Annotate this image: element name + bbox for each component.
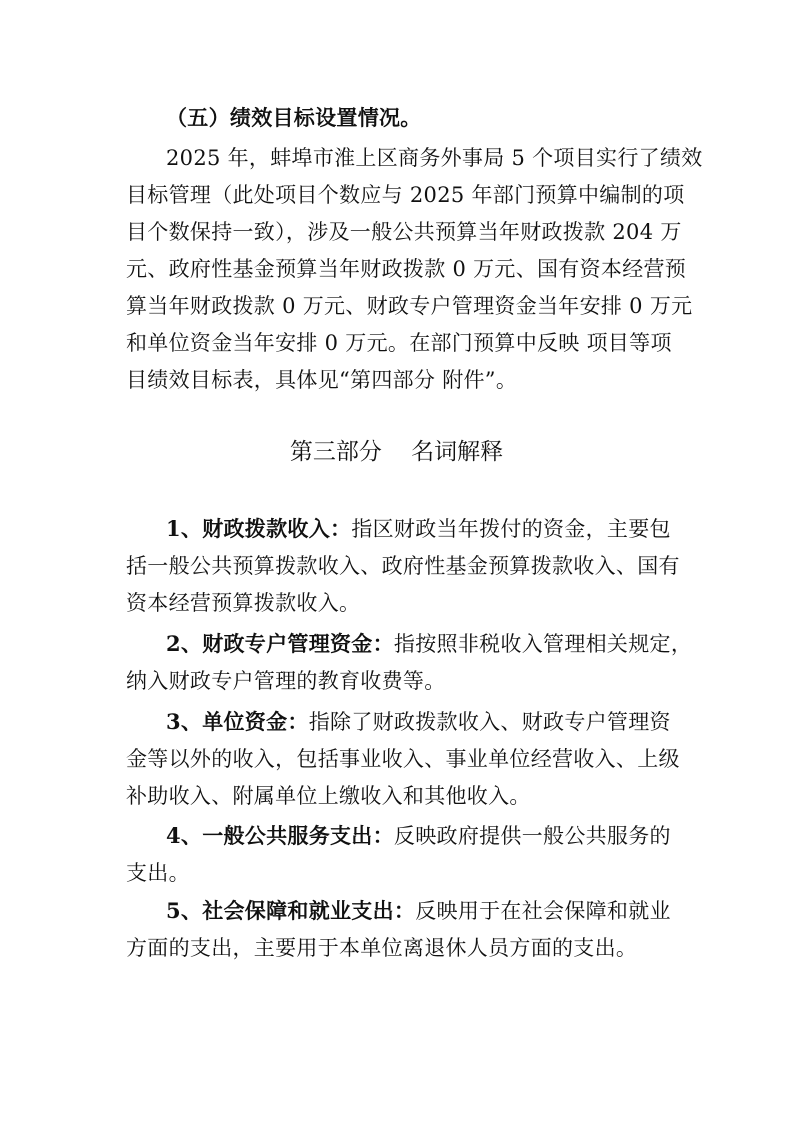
term-entry [166, 708, 726, 736]
paragraph-line: 2025 年，蚌埠市淮上区商务外事局 5 个项目实行了绩效 [166, 146, 703, 170]
paragraph-line: 支出。 [126, 861, 190, 885]
term-definition: 反映政府提供一般公共服务的 [393, 824, 671, 848]
paragraph-line: 目个数保持一致），涉及一般公共预算当年财政拨款 204 万 [126, 220, 682, 244]
term-entry [166, 515, 726, 543]
paragraph-line: 补助收入、附属单位上缴收入和其他收入。 [126, 784, 531, 808]
term-label: 2、财政专户管理资金： [166, 631, 394, 656]
term-label: 4、一般公共服务支出： [166, 823, 394, 848]
term-definition: 指区财政当年拨付的资金，主要包 [351, 517, 671, 541]
paragraph-line: 元、政府性基金预算当年财政拨款 0 万元、国有资本经营预 [126, 257, 687, 281]
term-definition: 指按照非税收入管理相关规定， [393, 632, 693, 656]
section-heading: （五）绩效目标设置情况。 [166, 105, 422, 130]
term-label: 1、财政拨款收入： [166, 516, 352, 541]
term-label: 5、社会保障和就业支出： [166, 898, 416, 923]
paragraph-line: 资本经营预算拨款收入。 [126, 591, 361, 615]
paragraph-line: 和单位资金当年安排 0 万元。在部门预算中反映 项目等项 [126, 331, 672, 355]
term-entry [166, 822, 726, 850]
part-title: 第三部分 名词解释 [289, 439, 504, 465]
term-definition: 反映用于在社会保障和就业 [415, 899, 671, 923]
paragraph-line: 算当年财政拨款 0 万元、财政专户管理资金当年安排 0 万元 [126, 294, 693, 318]
paragraph-line: 金等以外的收入，包括事业收入、事业单位经营收入、上级 [126, 747, 680, 771]
paragraph-line: 方面的支出，主要用于本单位离退休人员方面的支出。 [126, 936, 638, 960]
paragraph-line: 目绩效目标表，具体见“第四部分 附件”。 [126, 368, 518, 392]
paragraph-line: 目标管理（此处项目个数应与 2025 年部门预算中编制的项 [126, 183, 685, 207]
paragraph-line: 括一般公共预算拨款收入、政府性基金预算拨款收入、国有 [126, 554, 680, 578]
term-label: 3、单位资金： [166, 709, 309, 734]
term-entry [166, 630, 726, 658]
term-definition: 指除了财政拨款收入、财政专户管理资 [308, 710, 671, 734]
term-entry [166, 897, 726, 925]
paragraph-line: 纳入财政专户管理的教育收费等。 [126, 669, 446, 693]
